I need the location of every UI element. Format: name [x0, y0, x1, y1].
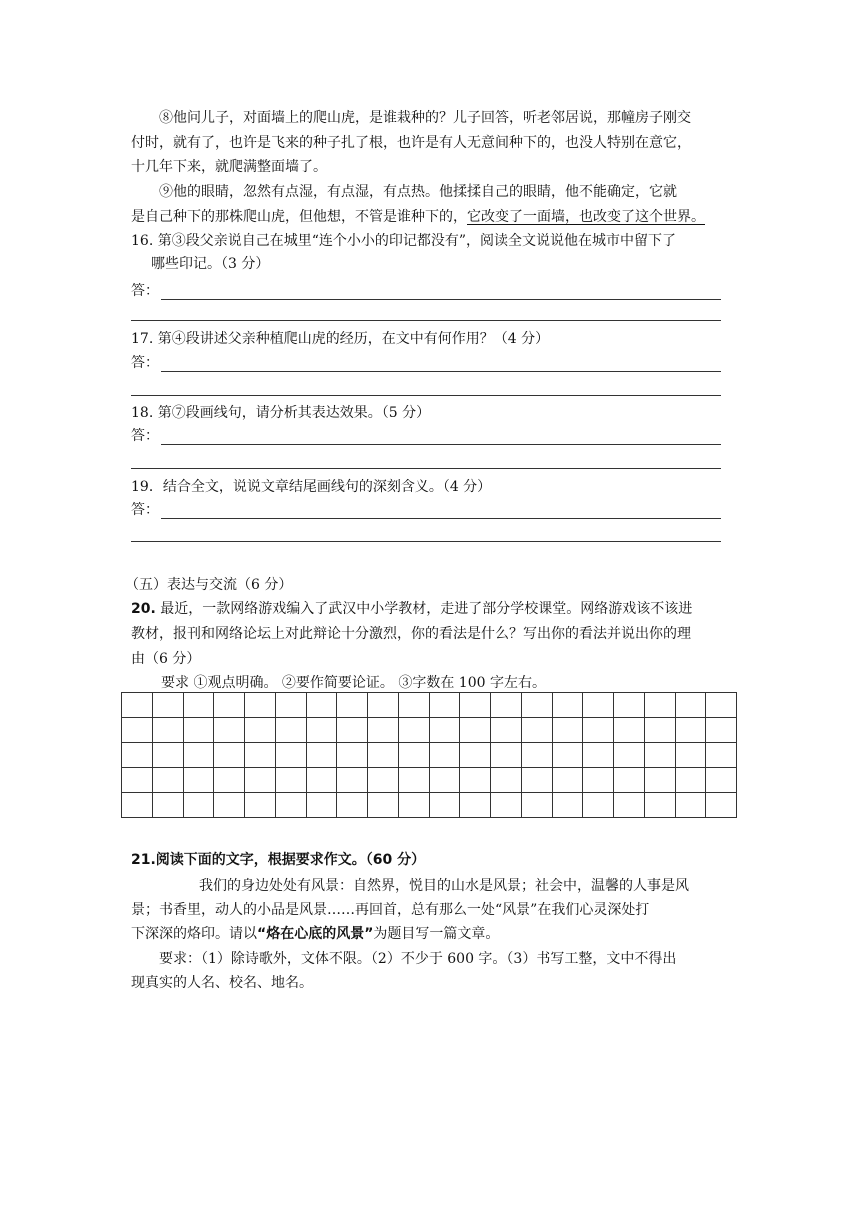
grid-cell[interactable]	[368, 693, 399, 718]
grid-cell[interactable]	[460, 693, 491, 718]
grid-cell[interactable]	[460, 768, 491, 793]
grid-cell[interactable]	[644, 793, 675, 818]
grid-cell[interactable]	[152, 768, 183, 793]
grid-cell[interactable]	[552, 793, 583, 818]
answer-19-second-line[interactable]	[131, 541, 721, 542]
grid-cell[interactable]	[122, 718, 153, 743]
grid-cell[interactable]	[306, 768, 337, 793]
grid-cell[interactable]	[491, 743, 522, 768]
grid-cell[interactable]	[245, 768, 276, 793]
grid-cell[interactable]	[583, 793, 614, 818]
question-21-heading	[131, 849, 425, 871]
question-18: 18. 第⑦段画线句，请分析其表达效果。（5 分）	[131, 405, 431, 421]
answer-line	[161, 299, 721, 300]
grid-cell[interactable]	[306, 793, 337, 818]
grid-cell[interactable]	[429, 718, 460, 743]
grid-row	[122, 793, 737, 818]
grid-row	[122, 768, 737, 793]
grid-cell[interactable]	[337, 693, 368, 718]
question-20-line-1	[131, 597, 731, 622]
grid-cell[interactable]	[706, 793, 737, 818]
grid-cell[interactable]	[491, 693, 522, 718]
grid-cell[interactable]	[552, 718, 583, 743]
answer-17-field[interactable]	[131, 352, 721, 374]
question-20-line-2: 教材，报刊和网络论坛上对此辩论十分激烈，你的看法是什么？写出你的看法并说出你的理	[131, 626, 691, 642]
grid-cell[interactable]	[429, 743, 460, 768]
answer-19-field[interactable]	[131, 499, 721, 521]
grid-cell[interactable]	[183, 768, 214, 793]
grid-cell[interactable]	[706, 743, 737, 768]
grid-cell[interactable]	[368, 793, 399, 818]
essay-prompt-line-1: 我们的身边处处有风景：自然界，悦目的山水是风景；社会中，温馨的人事是风	[199, 878, 689, 894]
grid-cell[interactable]	[245, 743, 276, 768]
grid-cell[interactable]	[275, 718, 306, 743]
grid-cell[interactable]	[122, 693, 153, 718]
grid-cell[interactable]	[706, 693, 737, 718]
question-20-line-3: 由（6 分）	[131, 651, 201, 667]
answer-16-field[interactable]	[131, 280, 721, 302]
grid-cell[interactable]	[491, 793, 522, 818]
grid-cell[interactable]	[614, 718, 645, 743]
paragraph-8-line-1: ⑧他问儿子，对面墙上的爬山虎，是谁栽种的？儿子回答，听老邻居说，那幢房子刚交	[159, 110, 691, 126]
grid-cell[interactable]	[152, 693, 183, 718]
question-16-line-1: 16. 第③段父亲说自己在城里“连个小小的印记都没有”，阅读全文说说他在城市中留下了	[131, 233, 677, 249]
grid-cell[interactable]	[183, 718, 214, 743]
grid-cell[interactable]	[368, 718, 399, 743]
grid-cell[interactable]	[337, 768, 368, 793]
grid-cell[interactable]	[337, 743, 368, 768]
grid-cell[interactable]	[429, 693, 460, 718]
paragraph-9-line-1: ⑨他的眼睛，忽然有点湿，有点湿，有点热。他揉揉自己的眼睛，他不能确定，它就	[159, 184, 677, 200]
essay-requirements-line-2: 现真实的人名、校名、地名。	[131, 975, 313, 991]
essay-prompt-text-b: 为题目写一篇文章。	[373, 926, 500, 942]
grid-cell[interactable]	[245, 718, 276, 743]
grid-cell[interactable]	[337, 718, 368, 743]
question-19: 19．结合全文，说说文章结尾画线句的深刻含义。（4 分）	[131, 479, 492, 495]
grid-cell[interactable]	[675, 793, 706, 818]
grid-cell[interactable]	[521, 693, 552, 718]
answer-17-second-line[interactable]	[131, 395, 721, 396]
essay-prompt-line-2: 景；书香里，动人的小品是风景……再回首，总有那么一处“风景”在我们心灵深处打	[131, 902, 650, 918]
grid-cell[interactable]	[183, 743, 214, 768]
answer-label: 答：	[131, 428, 159, 444]
grid-cell[interactable]	[429, 768, 460, 793]
question-17: 17. 第④段讲述父亲种植爬山虎的经历，在文中有何作用？（4 分）	[131, 331, 550, 347]
paragraph-9-plain-text: 是自己种下的那株爬山虎，但他想，不管是谁种下的，	[131, 209, 467, 225]
grid-cell[interactable]	[614, 743, 645, 768]
grid-cell[interactable]	[368, 743, 399, 768]
grid-cell[interactable]	[398, 743, 429, 768]
answer-label: 答：	[131, 355, 159, 371]
grid-cell[interactable]	[214, 693, 245, 718]
grid-cell[interactable]	[521, 768, 552, 793]
grid-cell[interactable]	[398, 793, 429, 818]
essay-title: “烙在心底的风景”	[257, 926, 374, 942]
answer-label: 答：	[131, 502, 159, 518]
grid-cell[interactable]	[521, 793, 552, 818]
writing-grid[interactable]	[121, 692, 737, 818]
answer-line	[161, 518, 721, 519]
grid-cell[interactable]	[552, 768, 583, 793]
grid-cell[interactable]	[122, 743, 153, 768]
grid-cell[interactable]	[675, 743, 706, 768]
grid-cell[interactable]	[675, 693, 706, 718]
grid-cell[interactable]	[214, 793, 245, 818]
grid-cell[interactable]	[614, 693, 645, 718]
paragraph-9-line-2	[131, 205, 731, 230]
question-20-number: 20.	[131, 601, 156, 617]
grid-cell[interactable]	[460, 793, 491, 818]
grid-cell[interactable]	[275, 768, 306, 793]
grid-cell[interactable]	[214, 743, 245, 768]
grid-cell[interactable]	[460, 718, 491, 743]
question-16-line-2: 哪些印记。（3 分）	[151, 256, 270, 272]
essay-prompt-text-a: 下深深的烙印。请以	[131, 926, 257, 942]
grid-cell[interactable]	[275, 743, 306, 768]
grid-cell[interactable]	[614, 768, 645, 793]
grid-cell[interactable]	[398, 693, 429, 718]
grid-cell[interactable]	[521, 743, 552, 768]
grid-cell[interactable]	[122, 793, 153, 818]
paragraph-8-line-2: 付时，就有了，也许是飞来的种子扎了根，也许是有人无意间种下的，也没人特别在意它，	[131, 135, 691, 151]
grid-row	[122, 693, 737, 718]
answer-18-second-line[interactable]	[131, 468, 721, 469]
question-20-requirements: 要求 ①观点明确。 ②要作简要论证。 ③字数在 100 字左右。	[161, 675, 546, 691]
grid-cell[interactable]	[214, 718, 245, 743]
question-20-text: 最近，一款网络游戏编入了武汉中小学教材，走进了部分学校课堂。网络游戏该不该进	[155, 601, 693, 617]
grid-cell[interactable]	[152, 718, 183, 743]
section-5-heading: （五）表达与交流（6 分）	[125, 577, 293, 593]
grid-cell[interactable]	[368, 768, 399, 793]
grid-cell[interactable]	[491, 768, 522, 793]
answer-18-field[interactable]	[131, 425, 721, 447]
grid-cell[interactable]	[583, 693, 614, 718]
grid-cell[interactable]	[306, 693, 337, 718]
grid-cell[interactable]	[644, 718, 675, 743]
answer-label: 答：	[131, 283, 159, 299]
grid-cell[interactable]	[583, 768, 614, 793]
grid-cell[interactable]	[245, 693, 276, 718]
essay-prompt-line-3	[131, 922, 731, 947]
answer-line	[161, 371, 721, 372]
grid-cell[interactable]	[644, 743, 675, 768]
grid-cell[interactable]	[706, 718, 737, 743]
closing-underlined-sentence: 它改变了一面墙，也改变了这个世界。	[467, 209, 705, 225]
grid-cell[interactable]	[245, 793, 276, 818]
grid-cell[interactable]	[552, 693, 583, 718]
grid-cell[interactable]	[675, 718, 706, 743]
grid-cell[interactable]	[675, 768, 706, 793]
grid-cell[interactable]	[152, 743, 183, 768]
grid-cell[interactable]	[706, 768, 737, 793]
grid-cell[interactable]	[460, 743, 491, 768]
grid-row	[122, 743, 737, 768]
grid-cell[interactable]	[644, 768, 675, 793]
grid-cell[interactable]	[614, 793, 645, 818]
grid-cell[interactable]	[183, 793, 214, 818]
grid-cell[interactable]	[552, 743, 583, 768]
grid-cell[interactable]	[306, 743, 337, 768]
grid-cell[interactable]	[214, 768, 245, 793]
answer-line	[161, 444, 721, 445]
grid-cell[interactable]	[583, 718, 614, 743]
grid-cell[interactable]	[183, 693, 214, 718]
grid-cell[interactable]	[152, 793, 183, 818]
grid-cell[interactable]	[583, 743, 614, 768]
grid-cell[interactable]	[521, 718, 552, 743]
grid-cell[interactable]	[275, 693, 306, 718]
grid-cell[interactable]	[398, 768, 429, 793]
grid-cell[interactable]	[337, 793, 368, 818]
grid-row	[122, 718, 737, 743]
grid-cell[interactable]	[491, 718, 522, 743]
grid-cell[interactable]	[644, 693, 675, 718]
paragraph-8-line-3: 十几年下来，就爬满整面墙了。	[131, 159, 327, 175]
essay-requirements-line-1: 要求：（1）除诗歌外，文体不限。（2）不少于 600 字。（3）书写工整，文中不得出	[159, 951, 677, 967]
question-21-text: 21.阅读下面的文字，根据要求作文。（60 分）	[131, 852, 426, 868]
grid-cell[interactable]	[122, 768, 153, 793]
grid-cell[interactable]	[398, 718, 429, 743]
grid-cell[interactable]	[306, 718, 337, 743]
answer-16-second-line[interactable]	[131, 320, 721, 321]
grid-cell[interactable]	[429, 793, 460, 818]
grid-cell[interactable]	[275, 793, 306, 818]
